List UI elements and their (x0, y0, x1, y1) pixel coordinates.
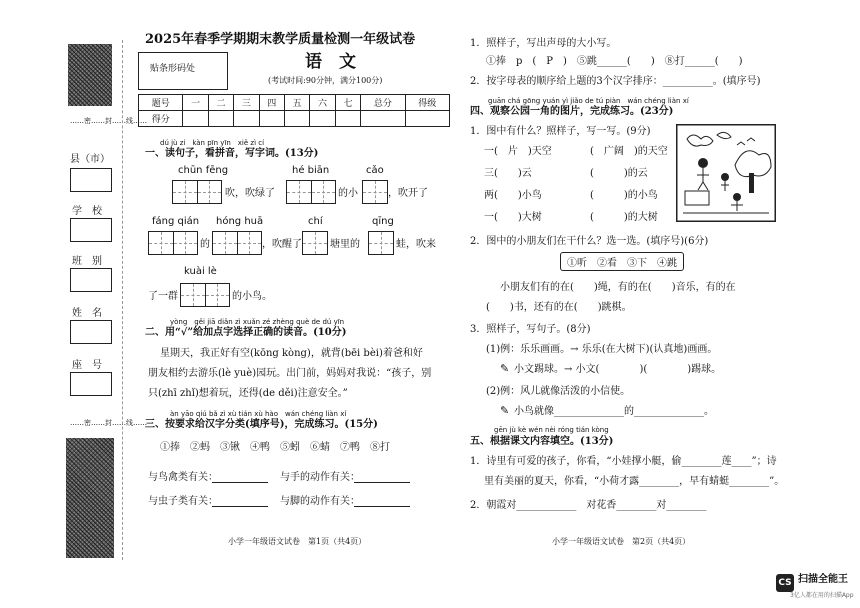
s1-text: ，吹开了 (388, 188, 428, 199)
s4-pinyin: guān chá gōng yuán yì jiǎo de tú piàn wán chéng liàn xí (488, 97, 689, 105)
score-header: 六 (310, 95, 335, 111)
py-chunfeng: chūn fēng (178, 165, 229, 176)
seal-line (122, 40, 123, 560)
s1-text: 的 (200, 239, 210, 250)
name-box[interactable] (70, 320, 112, 344)
score-row-label: 得分 (139, 111, 183, 127)
s1-title: 一、读句子，看拼音，写字词。(13分) (145, 148, 319, 159)
write-box-hebian[interactable] (286, 180, 336, 204)
write-box-chi[interactable] (302, 231, 328, 255)
s5-pinyin: gēn jù kè wén nèi róng tián kòng (494, 426, 609, 434)
exam-title: 2025年春季学期期末教学质量检测一年级试卷 (145, 32, 416, 47)
s1-text: 塘里的 (330, 239, 360, 250)
s4-row: 一( )大树 (484, 212, 542, 223)
s2-line: 朋友相约去游乐(lè yuè)园玩。出门前，妈妈对我说：“孩子，别 (148, 368, 432, 379)
pencil-icon: ✎ (500, 404, 510, 417)
s3-answer-line[interactable] (354, 482, 410, 483)
label-county: 县（市） (70, 154, 110, 165)
park-picture (676, 124, 776, 222)
s3-q4: 与脚的动作有关： (280, 496, 360, 507)
py-chi: chí (308, 216, 323, 227)
score-header: 七 (335, 95, 360, 111)
label-school: 学 校 (72, 206, 102, 217)
s2-title: 二、用“√”给加点字选择正确的读音。(10分) (145, 327, 347, 338)
s3-items: ①捧 ②蚂 ③锹 ④鸭 ⑤蚓 ⑥蜻 ⑦鸭 ⑧打 (160, 442, 390, 453)
score-cell[interactable] (405, 111, 449, 127)
s1-pinyin: dú jù zi kàn pīn yīn xiě zì cí (160, 139, 265, 147)
score-cell[interactable] (335, 111, 360, 127)
s4-q2-line: ( )书，还有的在( )跳棋。 (486, 302, 632, 313)
score-header: 三 (234, 95, 259, 111)
s3-q3: 与虫子类有关： (148, 496, 218, 507)
score-header: 五 (284, 95, 309, 111)
barcode-hatch-top (68, 44, 112, 106)
seat-box[interactable] (70, 372, 112, 396)
write-box-honghua[interactable] (212, 231, 262, 255)
camscanner-logo-icon: CS (776, 574, 794, 592)
s4-q3-example: (1)例：乐乐画画。→ 乐乐(在大树下)(认真地)画画。 (486, 344, 718, 355)
r-q1: 1．照样子，写出声母的大小写。 (470, 38, 617, 49)
score-cell[interactable] (310, 111, 335, 127)
s4-q3-task: 小文踢球。→ 小文( )( )踢球。 (514, 364, 722, 375)
s4-row: ( )的小鸟 (590, 190, 658, 201)
score-header: 总分 (361, 95, 405, 111)
s4-row: 两( )小鸟 (484, 190, 542, 201)
r-q2: 2．按字母表的顺序给上题的3个汉字排序：__________。(填序号) (470, 76, 761, 87)
s3-q2: 与手的动作有关： (280, 472, 360, 483)
s4-q1: 1．图中有什么？照样子，写一写。(9分) (470, 126, 651, 137)
write-box-qing[interactable] (368, 231, 394, 255)
s4-q3-task: 小鸟就像______________的______________。 (514, 406, 714, 417)
score-header: 一 (183, 95, 208, 111)
s5-title: 五、根据课文内容填空。(13分) (470, 436, 614, 447)
s4-q2: 2．图中的小朋友们在干什么？选一选。(填序号)(6分) (470, 236, 709, 247)
s4-row: ( 广阔 )的天空 (590, 146, 668, 157)
seal-line-text: ……密……封……线…… (70, 419, 147, 427)
pencil-icon: ✎ (500, 362, 510, 375)
py-honghua: hóng huā (216, 216, 264, 227)
s1-text: 蛙，吹来 (396, 239, 436, 250)
py-cao: cǎo (366, 165, 384, 176)
exam-info: (考试时间:90分钟，满分100分) (268, 76, 383, 85)
s3-title: 三、按要求给汉字分类(填序号)，完成练习。(15分) (145, 419, 378, 430)
s5-q2: 2．朝霞对____________ 对花香________对________ (470, 500, 707, 511)
score-header: 题号 (139, 95, 183, 111)
s4-options-box: ①听 ②看 ③下 ④跳 (560, 252, 684, 271)
s4-q3: 3．照样子，写句子。(8分) (470, 324, 591, 335)
s4-row: ( )的大树 (590, 212, 658, 223)
class-box[interactable] (70, 268, 112, 292)
seal-line-text: ……密……封……线…… (70, 117, 147, 125)
score-cell[interactable] (361, 111, 405, 127)
r-q1-answer: ①捧 p ( P ) ⑤跳______( ) ⑧打______( ) (486, 56, 743, 67)
s1-text: 了一群 (148, 291, 178, 302)
watermark-sub: 3亿人都在用的扫描App (790, 592, 854, 599)
s3-pinyin: àn yāo qiú bǎ zì xù tián xù hào wán chéng liàn xí (170, 410, 347, 418)
county-box[interactable] (70, 168, 112, 192)
s1-text: 的小鸟。 (232, 291, 272, 302)
barcode-label: 贴条形码处 (150, 64, 196, 74)
s4-row: ( )的云 (590, 168, 648, 179)
s2-line: 星期天，我正好有空(kōng kòng)，就背(bēi bèi)着爸和好 (160, 348, 423, 359)
score-cell[interactable] (234, 111, 259, 127)
score-header: 四 (259, 95, 284, 111)
watermark-name: 扫描全能王 (798, 574, 848, 585)
py-hebian: hé biān (292, 165, 330, 176)
score-header: 二 (208, 95, 233, 111)
score-cell[interactable] (183, 111, 208, 127)
s3-answer-line[interactable] (354, 506, 410, 507)
write-box-kuaile[interactable] (180, 283, 230, 307)
score-cell[interactable] (208, 111, 233, 127)
py-kuaile: kuài lè (184, 266, 217, 277)
score-cell[interactable] (284, 111, 309, 127)
write-box-cao[interactable] (362, 180, 388, 204)
s4-row: 三( )云 (484, 168, 532, 179)
score-table (138, 94, 450, 127)
py-qing: qīng (372, 216, 394, 227)
s3-q1: 与鸟禽类有关： (148, 472, 218, 483)
s2-line: 只(zhī zhǐ)想着玩，还得(de děi)注意安全。” (148, 388, 348, 399)
barcode-hatch-bottom (66, 438, 114, 558)
s4-row: 一( 片 )天空 (484, 146, 552, 157)
s4-q2-line: 小朋友们有的在( )绳，有的在( )音乐，有的在 (500, 282, 736, 293)
s4-q3-example: (2)例：风儿就像活泼的小信使。 (486, 386, 631, 397)
s1-text: 的小 (338, 188, 358, 199)
school-box[interactable] (70, 218, 112, 242)
s2-pinyin: yòng gěi jiā diǎn zì xuǎn zé zhèng què de dú yīn (170, 318, 345, 326)
footer-left: 小学一年级语文试卷 第1页（共4页） (228, 537, 367, 546)
s3-answer-line[interactable] (212, 506, 268, 507)
label-class: 班 别 (72, 256, 102, 267)
write-box-fangqian[interactable] (148, 231, 198, 255)
s5-q1: 里有美丽的夏天，你看，“小荷才露________，早有蜻蜓________”。 (484, 476, 785, 487)
py-fangqian: fáng qián (152, 216, 200, 227)
s3-answer-line[interactable] (212, 482, 268, 483)
s1-text: ，吹醒了 (262, 239, 302, 250)
label-seat: 座 号 (72, 360, 102, 371)
subject-title: 语 文 (305, 52, 356, 72)
score-header: 得级 (405, 95, 449, 111)
label-name: 姓 名 (72, 308, 102, 319)
s5-q1: 1．诗里有可爱的孩子，你看，“小娃撑小艇，偷________莲____”；诗 (470, 456, 777, 467)
write-box-chunfeng[interactable] (172, 180, 222, 204)
score-cell[interactable] (259, 111, 284, 127)
s1-text: 吹，吹绿了 (225, 188, 275, 199)
s4-title: 四、观察公园一角的图片，完成练习。(23分) (470, 106, 674, 117)
footer-right: 小学一年级语文试卷 第2页（共4页） (552, 537, 691, 546)
